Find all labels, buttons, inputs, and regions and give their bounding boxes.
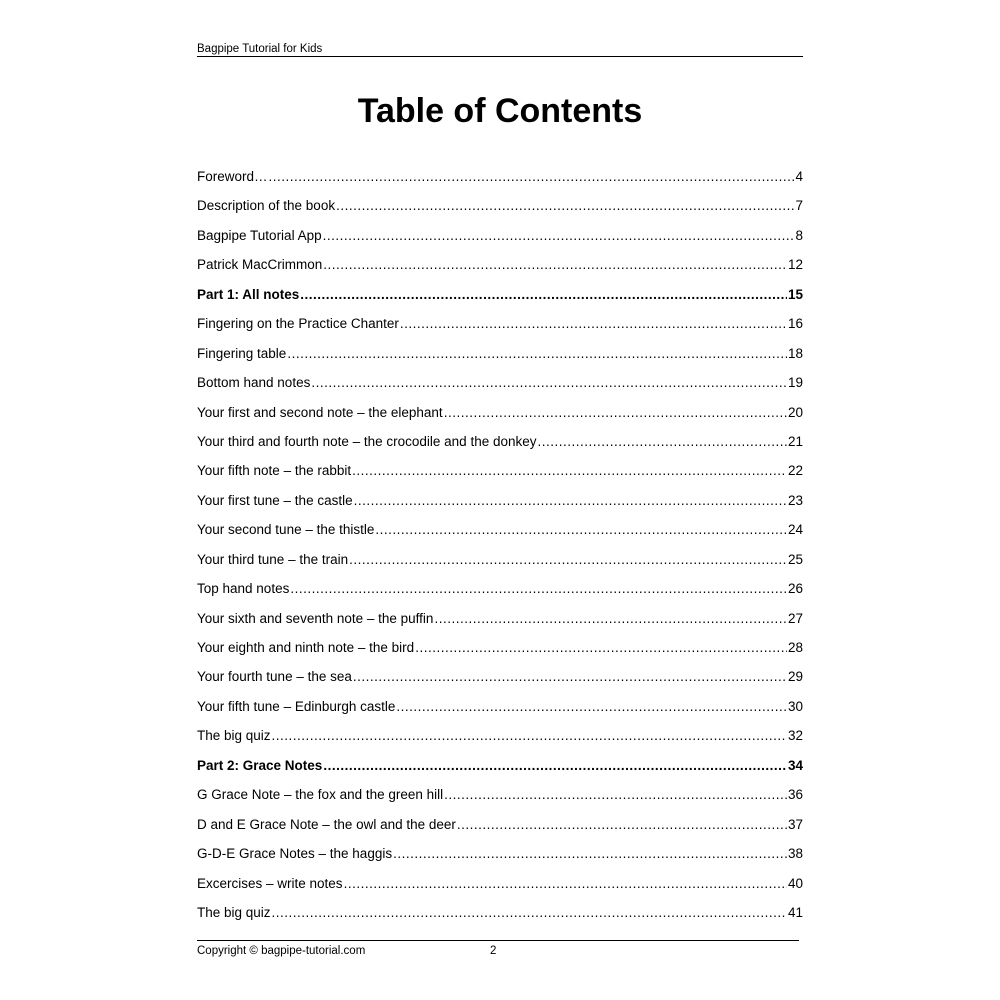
toc-entry [197,402,803,431]
toc-leader-dots [272,902,787,924]
toc-entry-page: 26 [787,581,803,597]
toc-leader-dots [336,195,794,217]
toc-entry [197,873,803,902]
toc-entry [197,372,803,401]
toc-entry [197,225,803,254]
toc-entry-page: 7 [795,198,803,214]
toc-entry-page: 28 [787,640,803,655]
toc-entry-label: Part 2: Grace Notes [197,757,323,773]
toc-entry-label: Bottom hand notes [197,375,311,391]
toc-leader-dots [538,431,787,453]
toc-entry [197,902,803,931]
toc-entry [197,666,803,695]
toc-entry [197,696,803,725]
toc-entry-page: 15 [787,286,803,302]
toc-entry-page: 12 [787,257,803,273]
toc-entry-page: 30 [787,698,803,714]
toc-entry-page: 40 [787,875,803,891]
toc-entry [197,460,803,489]
toc-leader-dots [323,755,787,777]
toc-entry-label: Your first and second note – the elephant [197,404,443,420]
toc-entry-page: 37 [787,816,803,832]
toc-entry [197,784,803,813]
toc-leader-dots [300,284,787,306]
toc-leader-dots [434,608,787,630]
toc-entry-page: 16 [787,316,803,332]
toc-leader-dots [396,696,787,718]
toc-entry-label: Your third and fourth note – the crocodile and the donkey [197,433,537,449]
toc-leader-dots [444,402,787,424]
toc-leader-dots [393,843,787,865]
toc-entry-page: 21 [787,433,803,449]
toc-entry-page: 36 [787,787,803,803]
page-footer [197,940,799,957]
toc-entry-page: 27 [787,610,803,626]
page-header [197,42,803,57]
toc-entry-label: Bagpipe Tutorial App [197,227,322,243]
toc-entry-page: 8 [795,227,803,243]
toc-entry [197,313,803,342]
toc-leader-dots [400,313,787,335]
toc-leader-dots [311,372,787,394]
footer-copyright: Copyright © bagpipe-tutorial.com [197,945,366,957]
toc-entry-label: Your eighth and ninth note – the bird [197,640,415,655]
toc-entry-page: 38 [787,846,803,862]
toc-entry-label: Your sixth and seventh note – the puffin [197,610,434,626]
toc-entry-label: Fingering on the Practice Chanter [197,316,399,332]
toc-leader-dots [352,460,787,482]
toc-leader-dots [353,666,787,688]
toc-entry-page: 32 [787,728,803,744]
toc-entry-label: Part 1: All notes [197,286,300,302]
toc-entry-page: 34 [787,757,803,773]
toc-entry [197,755,803,784]
toc-leader-dots [415,637,787,659]
toc-entry [197,490,803,519]
table-of-contents [197,166,803,931]
toc-leader-dots [375,519,787,541]
toc-entry-page: 24 [787,522,803,538]
toc-entry-label: G Grace Note – the fox and the green hill [197,787,444,803]
toc-entry-label: Your third tune – the train [197,551,349,567]
toc-entry [197,725,803,754]
toc-entry [197,637,803,666]
toc-leader-dots [287,343,787,365]
toc-entry-page: 4 [795,169,803,184]
toc-entry-label: The big quiz [197,904,271,920]
toc-entry-label: Patrick MacCrimmon [197,257,323,273]
toc-entry [197,814,803,843]
toc-leader-dots [444,784,787,806]
toc-entry [197,431,803,460]
toc-entry-label: G-D-E Grace Notes – the haggis [197,846,393,862]
toc-entry-label: Your fourth tune – the sea [197,669,352,685]
toc-entry [197,519,803,548]
toc-entry-label: Description of the book [197,198,336,214]
toc-entry [197,284,803,313]
footer-page-number: 2 [490,945,497,957]
toc-leader-dots [323,254,787,276]
toc-entry-label: D and E Grace Note – the owl and the deer [197,816,456,832]
toc-entry-label: Your first tune – the castle [197,492,353,508]
toc-entry-page: 20 [787,404,803,420]
toc-entry-label: Top hand notes [197,581,290,597]
toc-entry-page: 22 [787,463,803,479]
toc-leader-dots [457,814,787,836]
toc-entry-page: 41 [787,904,803,920]
toc-leader-dots [349,549,787,571]
toc-leader-dots [269,166,795,188]
toc-entry-page: 19 [787,375,803,391]
toc-entry [197,166,803,195]
toc-entry-label: Your second tune – the thistle [197,522,375,538]
toc-entry [197,608,803,637]
toc-entry [197,254,803,283]
toc-entry-label: Your fifth note – the rabbit [197,463,352,479]
toc-entry-label: Foreword… [197,169,268,184]
toc-entry-label: The big quiz [197,728,271,744]
toc-entry [197,578,803,607]
toc-leader-dots [290,578,787,600]
toc-entry-label: Excercises – write notes [197,875,343,891]
toc-leader-dots [354,490,787,512]
toc-leader-dots [323,225,795,247]
toc-entry-label: Your fifth tune – Edinburgh castle [197,698,396,714]
toc-entry-page: 18 [787,345,803,361]
toc-entry [197,343,803,372]
toc-leader-dots [344,873,787,895]
page-title: Table of Contents [357,92,643,130]
toc-leader-dots [272,725,787,747]
toc-entry-page: 25 [787,551,803,567]
toc-entry-page: 29 [787,669,803,685]
toc-entry [197,843,803,872]
toc-entry [197,549,803,578]
toc-entry [197,195,803,224]
toc-entry-label: Fingering table [197,345,287,361]
toc-entry-page: 23 [787,492,803,508]
header-text: Bagpipe Tutorial for Kids [197,43,323,55]
